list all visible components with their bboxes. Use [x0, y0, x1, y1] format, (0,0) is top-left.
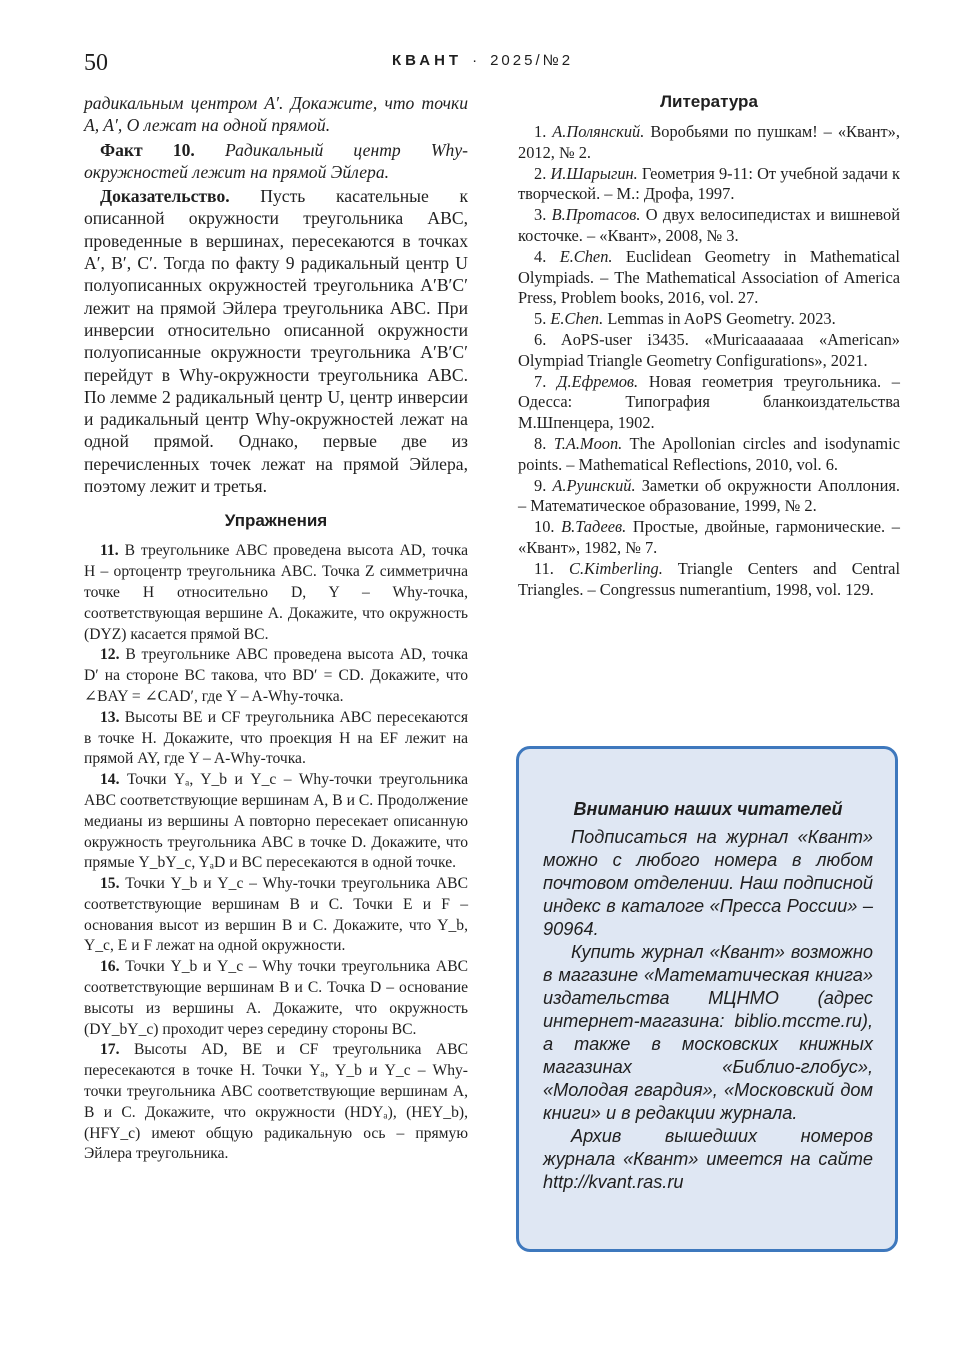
exercise-item: [84, 874, 468, 957]
reference-text: Простые, двойные, гармонические. – «Квант», 1982, № 7.: [518, 517, 900, 557]
reference-number: 8.: [534, 433, 547, 453]
readers-notice-box: [516, 746, 898, 1252]
reference-author: Д.Ефремов.: [557, 371, 639, 391]
exercises-list: [84, 541, 468, 1165]
exercises-heading: Упражнения: [224, 511, 328, 531]
header-separator: ·: [472, 52, 481, 69]
reference-author: А.Полянский.: [552, 122, 645, 141]
reference-text: The Apollonian circles and isodynamic points. – Mathematical Reflections, 2010, vol. 6.: [518, 433, 900, 474]
reference-author: А.Руинский.: [552, 475, 636, 495]
exercise-item: [84, 770, 468, 874]
right-column: [518, 92, 900, 600]
reference-item: [518, 205, 900, 247]
exercise-number: 16.: [100, 958, 120, 976]
reference-author: И.Шарыгин.: [550, 163, 638, 183]
running-head: [392, 52, 573, 69]
reference-author: E.Chen.: [550, 309, 604, 329]
left-column: [84, 92, 468, 1165]
page-number: 50: [84, 50, 108, 76]
reference-number: 11.: [534, 558, 554, 578]
exercise-text: Точки Y_b и Y_c – Why точки треугольника ABC соответствующие вершинам B и C. Точка D – основание высоты из вершины A. Докажите, что окружность (DY_bY_c) проходит через середину стороны BC.: [84, 958, 468, 1038]
reference-number: 10.: [534, 517, 555, 537]
notice-subscription: Подписаться на журнал «Квант» можно с любого номера в любом почтовом отделении. Наш подписной индекс в каталоге «Пресса России» – 90964.: [543, 827, 873, 939]
reference-item: [518, 372, 900, 434]
reference-author: T.A.Moon.: [553, 433, 623, 453]
reference-text: Lemmas in AoPS Geometry. 2023.: [607, 309, 836, 329]
reference-item: [518, 434, 900, 476]
references-list: [518, 122, 900, 600]
exercise-text: В треугольнике ABC проведена высота AD, точка D′ на стороне BC такова, что BD′ = CD. Докажите, что ∠BAY = ∠CAD′, где Y – A-Why-точка.: [84, 646, 468, 705]
exercise-text: В треугольнике ABC проведена высота AD, точка H – ортоцентр треугольника ABC. Точка Z симметрична точке H относительно D, Y – Why-точка, соответствующая вершине A. Докажите, что окружность (DYZ) касается прямой BC.: [84, 542, 468, 643]
reference-number: 5.: [534, 309, 547, 329]
reference-text: AoPS-user i3435. «Muricaaaaaaa «American» Olympiad Triangle Geometry Configurations», 2021.: [518, 329, 900, 370]
reference-item: [518, 517, 900, 559]
reference-item: [518, 559, 900, 601]
notice-archive: Архив вышедших номеров журнала «Квант» имеется на сайте http://kvant.ras.ru: [543, 1126, 873, 1192]
exercise-number: 15.: [100, 875, 120, 893]
exercise-text: Высоты BE и CF треугольника ABC пересекаются в точке H. Докажите, что проекция H на EF лежит на прямой AY, где Y – A-Why-точка.: [84, 708, 468, 768]
reference-number: 2.: [534, 163, 547, 183]
reference-number: 6.: [534, 329, 547, 349]
exercise-item: [84, 541, 468, 645]
reference-text: Новая геометрия треугольника. – Одесса: Типография бланкоиздательства М.Шпенцера, 1902.: [518, 371, 900, 433]
reference-text: Заметки об окружности Аполлония. – Математическое образование, 1999, № 2.: [518, 475, 900, 516]
reference-number: 1.: [534, 122, 547, 141]
exercise-number: 11.: [100, 542, 119, 560]
issue-number: 2025/№2: [490, 52, 574, 69]
reference-item: [518, 309, 900, 330]
exercise-number: 13.: [100, 708, 120, 726]
reference-author: В.Протасов.: [551, 205, 641, 225]
literature-heading: Литература: [660, 92, 758, 111]
reference-author: C.Kimberling.: [569, 558, 663, 578]
reference-text: Euclidean Geometry in Mathematical Olympiads. – The Mathematical Association of America Press, Problem books, 2016, vol. 27.: [518, 246, 900, 308]
exercise-item: [84, 957, 468, 1040]
reference-number: 9.: [534, 475, 547, 495]
exercise-text: Точки Yₐ, Y_b и Y_c – Why-точки треугольника ABC соответствующие вершинам A, B и C. Продолжение медианы из вершины A повторно пересекает описанную окружность треугольника ABC в точке D. Докажите, что прямые Y_bY_c, YₐD и BC пересекаются в одной точке.: [84, 771, 468, 872]
reference-number: 7.: [534, 371, 547, 391]
exercise-item: [84, 1040, 468, 1165]
reference-text: Воробьями по пушкам! – «Квант», 2012, № 2.: [518, 122, 900, 162]
reference-text: О двух велосипедистах и вишневой косточке. – «Квант», 2008, № 3.: [518, 205, 900, 245]
fact-text: Радикальный центр Why-окружностей лежит на прямой Эйлера.: [84, 139, 468, 182]
reference-item: [518, 330, 900, 372]
reference-item: [518, 247, 900, 309]
reference-item: [518, 476, 900, 518]
notice-title: Вниманию наших читателей: [573, 799, 843, 819]
exercise-number: 17.: [100, 1041, 120, 1059]
proof-label: Доказательство.: [100, 186, 230, 207]
exercise-number: 12.: [100, 646, 120, 664]
fact-label: Факт 10.: [100, 139, 195, 160]
reference-item: [518, 122, 900, 164]
reference-number: 4.: [534, 246, 547, 266]
exercise-item: [84, 645, 468, 707]
proof: [84, 185, 468, 497]
exercise-number: 14.: [100, 771, 120, 789]
continued-paragraph: радикальным центром A′. Докажите, что точки A, A′, O лежат на одной прямой.: [84, 93, 468, 136]
exercise-item: [84, 708, 468, 770]
reference-author: E.Chen.: [559, 246, 613, 266]
reference-text: Геометрия 9-11: От учебной задачи к творческой. – М.: Дрофа, 1997.: [518, 163, 900, 204]
exercise-text: Точки Y_b и Y_c – Why-точки треугольника ABC соответствующие вершинам B и C. Точки E и F – основания высот из вершин B и C. Докажите, что Y_b, Y_c, E и F лежат на одной окружности.: [84, 875, 468, 955]
notice-purchase: Купить журнал «Квант» возможно в магазине «Математическая книга» издательства МЦНМО (адрес интернет-магазина: biblio.mccme.ru), а также в московских книжных магазинах «Библио-глобус», «Молодая гвардия», «Московский дом книги» и в редакции журнала.: [543, 942, 873, 1123]
reference-item: [518, 164, 900, 206]
magazine-name: КВАНТ: [392, 52, 463, 69]
proof-text: Пусть касательные к описанной окружности треугольника ABC, проведенные в вершинах, пересекаются в точках A′, B′, C′. Тогда по факту 9 радикальный центр U полуописанных окружностей треугольника A′B′C′ лежит на прямой Эйлера треугольника ABC. При инверсии относительно описанной окружности полуописанные окружности треугольника A′B′C′ перейдут в Why-окружности треугольника ABC. По лемме 2 радикальный центр U, центр инверсии и радикальный центр Why-окружностей лежат на одной прямой. Однако, первые две из перечисленных точек лежат на прямой Эйлера, поэтому лежит и третья.: [84, 186, 468, 497]
reference-text: Triangle Centers and Central Triangles. – Congressus numerantium, 1998, vol. 129.: [518, 558, 900, 599]
fact-10: [84, 139, 468, 184]
exercise-text: Высоты AD, BE и CF треугольника ABC пересекаются в точке H. Точки Yₐ, Y_b и Y_c – Why-точки треугольника ABC соответствующие вершинам A, B и C. Докажите, что окружности (HDYₐ), (HEY_b), (HFY_c) имеют общую радикальную ось – прямую Эйлера треугольника.: [84, 1041, 468, 1163]
reference-author: В.Тадеев.: [561, 517, 627, 537]
reference-number: 3.: [534, 205, 547, 225]
